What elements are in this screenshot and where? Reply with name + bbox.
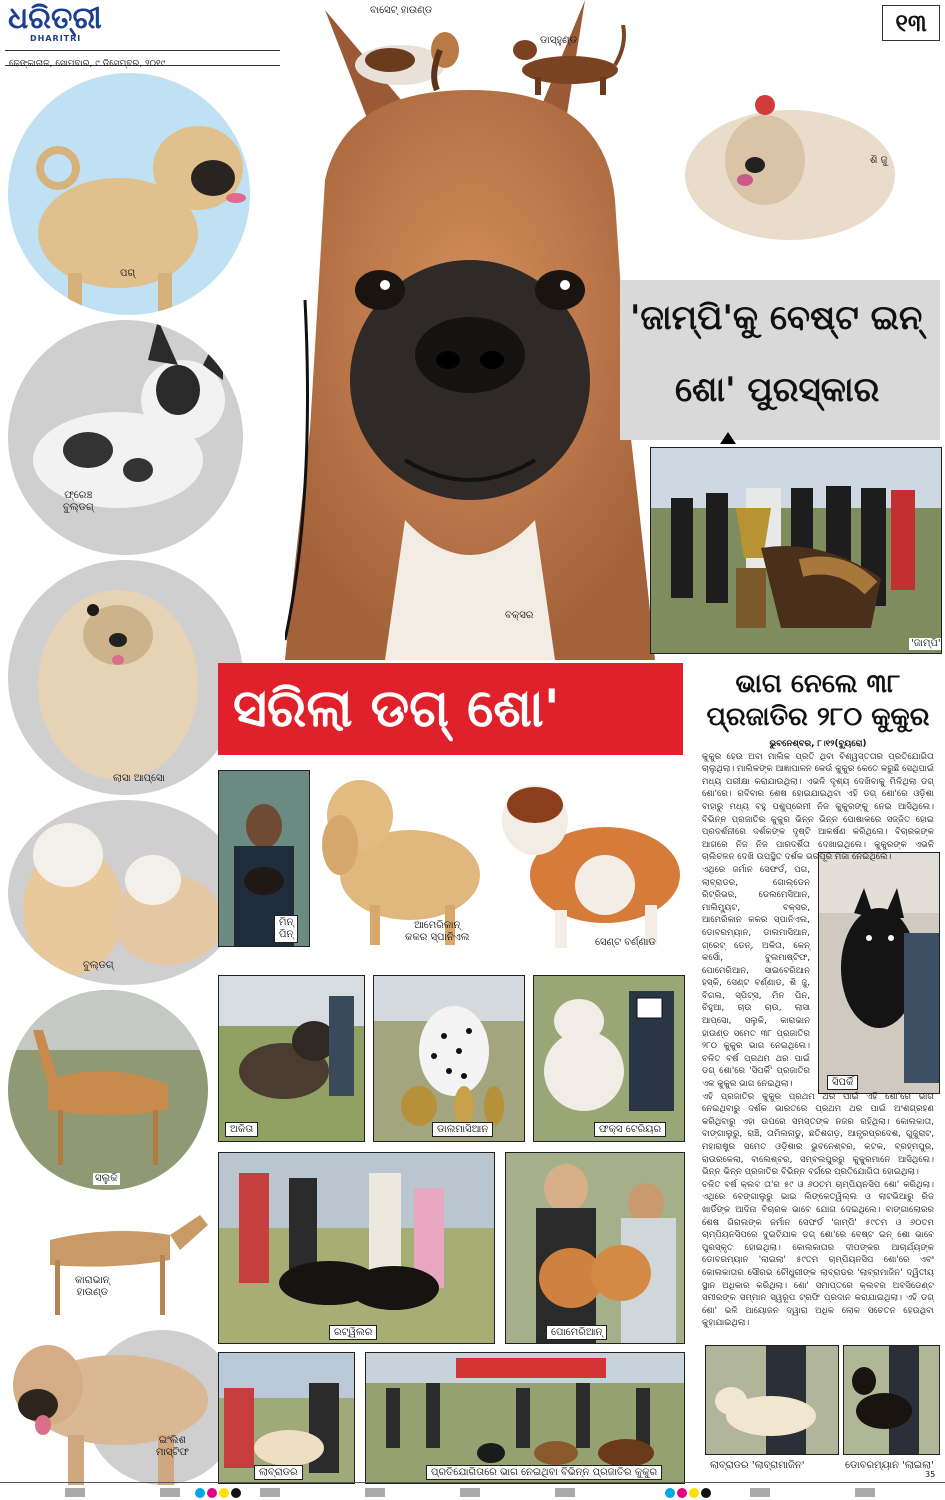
- logo-subtitle: DHARITRI: [30, 34, 82, 43]
- caption-shih-tzu: ଶି ଜୁ: [870, 155, 888, 166]
- award-ceremony-photo: [650, 447, 942, 654]
- page-folio: 35: [925, 1470, 936, 1479]
- article-para-4: ଚଳିତ ବର୍ଷ କ୍ଲବ ତା'ର ୫୯ ଓ ୬୦ତମ ଚାମ୍ପିୟନସିପ ଶୋ' କରିଥିଲା। ଏଥିରେ ବେଙ୍ଗାଲୁରୁ ଭାଇ ଲିଙ୍କେତ୍ୱିଲ୍ଲ ଓ ଲାଟଭିଆରୁ ରିଜ ଖାର୍ଡିଙ୍କ ଆଦିନା ବିଚାରକ ଭାବେ ଯୋଗ ଦେଇଥିଲେ। ବାଙ୍ଗାଲୋରର ଶେଷ ଗିରାଲଙ୍କ ଜର୍ମାନ ସେଫର୍ଡ 'ଜାମ୍ପି' ୫୯ତମ ଓ ୬୦ତମ ଚାମ୍ପିୟନସିପରେ ଦୁଇଟିଯାକ ଡଗ୍ ଶୋ'ରେ ବେଷ୍ଟ ଇନ୍ ଶୋ ଭାବେ ପୁରସ୍କୃତ ହୋଇଥିଲା। କୋଲକାତାର ଦୀପଙ୍କର ଆଚାର୍ଯ୍ୟଙ୍କ ଡୋବରମ୍ୟାନ 'ଲାଇଲା' ୫୯ତମ ଚାମ୍ପିୟନସିପ ଶୋ'ରେ ଏବଂ କୋଲକାତାର ସୌରଭ ଚୌଧୁରୀଙ୍କ ଲାବ୍ରାଡର 'ଲାବ୍ରାମାଜିନ' ଦ୍ୱିତୀୟ ସ୍ଥାନ ଅଧିକାର କରିଥିଲା। ଶୋ' ସମାପ୍ତରେ କ୍ଲବର ଅବସିଡେଣ୍ଟ ସମୀରଙ୍କ ସମ୍ମାନ ସ୍ୱରୂପ ଟ୍ରଫି ପ୍ରଦାନ କରାଯାଇଥିଲା। ଏହି ଡଗ୍ ଶୋ' ଭଳି ଆୟୋଜନ ଦ୍ୱାରା ଅଧିକ ଲୋକ ସଚେତନ ହେଉଥିବା କୁହାଯାଇଥିଲା।: [702, 1179, 934, 1329]
- caption-various-breeds: ପ୍ରତିଯୋଗିତାରେ ଭାଗ ନେଇଥିବା ବିଭିନ୍ନ ପ୍ରଜାତିର କୁକୁର: [426, 1465, 662, 1480]
- sub-headline: [698, 668, 938, 734]
- pug-circle: [8, 73, 250, 315]
- magenta-dot: [207, 1488, 217, 1498]
- caption-akita: ଅକିତା: [225, 1122, 258, 1137]
- dalmatian-photo: [373, 975, 525, 1142]
- caravan-hound-cutout: [20, 1195, 210, 1320]
- caption-schipperke: ସିପର୍କି: [827, 1075, 858, 1090]
- article-para-3: ଏହି ପ୍ରଜାତିର କୁକୁର ପ୍ରଥମ ଥର ପାଇଁ ଏହି ଶୋ'ରେ ଭାଗ ନେଇଥିବାରୁ ଦର୍ଶକ ଭାରତରେ ପ୍ରଥମ ଥର ପାଇଁ ଅଂଶଗ୍ରହଣ କରିଥିବାରୁ ଏହା ଉପରେ ସମସ୍ତଙ୍କ ନଜର ରହିଥିଲା। କୋଲକାତା, ବାଙ୍ଗାଲୁରୁ, ରାଞ୍ଚି, ତାମିଲନାଡୁ, ଛତିଶଗଡ଼, ଆନ୍ଧ୍ରପ୍ରଦେଶ, ଗୁଜୁରାଟ, ମହାରାଷ୍ଟ୍ର ସମେତ ଓଡ଼ିଶାର ଭୁବନେଶ୍ବର, କଟକ, ବ୍ରହ୍ମପୁର, ରାଉରକେଲା, ବାଲେଶ୍ବର, ସମ୍ବଲପୁରରୁ କୁକୁରମାନେ ଆସିଥିଲେ। ଭିନ୍ନ ଭିନ୍ନ ପ୍ରଜାତିର ବିଭିନ୍ନ ବର୍ଗରେ ପ୍ରତିଯୋଗିତା ହୋଇଥିଲା।: [702, 1091, 934, 1178]
- article-para-2: ଏଥିରେ ଜର୍ମାନ ସେଫର୍ଡ, ପଗ, ଲାବ୍ରାଡର, ଗୋଲ୍ଡେନ ରିଟ୍ରିଭର, ଡେଲମେସିଆନ, ମାଲିମ୍ୟୁଟ, ବକ୍ସର, ଆମେରିକାନ କକର ସ୍ପାନିଏଲ, ଡୋବରମ୍ୟାନ, ଡାଲମାସିଆନ, ଗ୍ରେଟ୍ ଡେନ୍, ଅକିତା, କେନ୍ କର୍ସୋ, ବୁଲମାଷ୍ଟିଫ, ପୋମେରିଆନ, ସାଇବେରିଆନ ହସ୍କି, ସେଣ୍ଟ ବର୍ଣ୍ଣାଡ, ଶି ଜୁ, ବିଗଲ, ସ୍ପିଟ୍ସ, ମିନ ପିନ, ଚିହୁଆ, ଚାଉ ଚାଉ, ଲାସା ଆପ୍ସୋ, ସଲୁକି, କାରାଭାନ ହାଉଣ୍ଡ ସମେତ ୩୮ ପ୍ରଜାତିର ୨୮୦ କୁକୁର ଭାଗ ନେଇଥିଲେ। ଚଳିତ ବର୍ଷ ପ୍ରଥମ ଥର ପାଇଁ ଡଗ୍ ଶୋ'ରେ 'ସିପର୍କି' ପ୍ରଜାତିର ଏକ କୁକୁର ଭାଗ ନେଇଥିଲା।: [702, 864, 810, 1090]
- french-bulldog-circle: [8, 320, 243, 555]
- st-bernard-cutout: [495, 775, 685, 950]
- doberman-laila-photo: [843, 1345, 940, 1455]
- award-headline-line1: 'ଜାମ୍ପି'କୁ ବେଷ୍ଟ ଇନ୍: [630, 298, 923, 338]
- registration-bar-6: [555, 1488, 575, 1497]
- caption-english-mastiff: ଇଂଲିଶ ମାସ୍ଟିଫ: [156, 1435, 189, 1458]
- logo-text: ଧରିତ୍ରୀ: [8, 1, 102, 36]
- registration-bar-4: [365, 1488, 385, 1497]
- footer-rule: [0, 1482, 945, 1483]
- caption-st-bernard: ସେଣ୍ଟ ବର୍ଣ୍ଣାଡ: [595, 937, 656, 948]
- dateline-bar: [5, 50, 280, 69]
- saluki-circle: [8, 990, 208, 1190]
- dateline-text: ଢେଙ୍କାନାଳ, ସୋମବାର, ୯ ଡିସେମ୍ବର, ୨୦୧୯: [9, 59, 166, 69]
- min-pin-photo: [218, 770, 310, 947]
- caption-labrador: ଲାବ୍ରାଡର: [254, 1465, 303, 1480]
- registration-bar-7: [750, 1488, 770, 1497]
- caption-lhasa-apso: ଲାସା ଆପ୍ସୋ: [113, 773, 165, 784]
- article-body: [702, 738, 934, 1330]
- caption-labrador-named: ଲାବ୍ରାଡର 'ଲାବ୍ରାମାଜିନ': [710, 1460, 805, 1471]
- magenta-dot-2: [677, 1488, 687, 1498]
- shih-tzu-cutout: [680, 80, 940, 250]
- various-breeds-photo: [365, 1352, 685, 1484]
- page-number-box: [882, 5, 940, 41]
- registration-bar-5: [460, 1488, 480, 1497]
- yellow-dot: [219, 1488, 229, 1498]
- caption-french-bulldog: ଫ୍ରେଞ୍ଚ ବୁଲ୍‌ଡଗ୍: [63, 490, 94, 513]
- rottweiler-photo: [218, 1152, 495, 1344]
- cyan-dot-2: [665, 1488, 675, 1498]
- american-cocker-cutout: [315, 770, 485, 950]
- award-headline-line2: ଶୋ' ପୁରସ୍କାର: [675, 370, 880, 410]
- caption-bull-terrier: ଫକ୍ସ ଟେରିୟର: [594, 1122, 666, 1137]
- registration-bar-8: [855, 1488, 875, 1497]
- caption-doberman-named: ଡୋବରମ୍ୟାନ 'ଲାଇଲା': [845, 1460, 934, 1471]
- caption-dalmatian: ଡାଲମାସିଆନ: [432, 1122, 493, 1137]
- caption-jampi: 'ଜାମ୍ପି': [911, 638, 941, 649]
- labrador-photo: [218, 1352, 355, 1484]
- caption-pomeranian: ପୋମେରିଆନ୍: [546, 1325, 607, 1340]
- sub-headline-line1: ଭାଗ ନେଲେ ୩୮: [735, 669, 901, 699]
- caption-basset-hound: ବାସେଟ୍ ହାଉଣ୍ଡ: [370, 5, 433, 16]
- masthead-logo: [8, 2, 138, 46]
- article-para-1: କୁକୁର ହେଉ ଅବା ମାଲିକ ପ୍ରତି ଥିବା ବିଶ୍ୱସ୍ତତାର ପ୍ରତିଯୋଗିତା ଚାଲୁଥିଲା। ମାଲିକଙ୍କ ଆଜ୍ଞାପାଳନ କେଉଁ କୁକୁର କେତେ କରୁଛି ସେଥିପାଇଁ ମଧ୍ୟ ପରୀକ୍ଷା କରାଯାଉଥିଲା। ଏଭଳି ଦୃଶ୍ୟ ଦେଖିବାକୁ ମିଳିଥିଲା ଡଗ୍ ଶୋ'ରେ। ରବିବାର ଶେଷ ହୋଇଯାଇଥିବା ଏହି ଡଗ୍ ଶୋ'ରେ ଓଡ଼ିଶା ବାହାରୁ ମଧ୍ୟ ବହୁ ପଶୁପ୍ରେମୀ ନିଜ କୁକୁରଙ୍କୁ ନେଇ ଆସିଥିଲେ। ବିଭିନ୍ନ ପ୍ରଜାତିର କୁକୁର ଭିନ୍ନ ଭିନ୍ନ ପୋଷାକରେ ସଜ୍ଜିତ ହୋଇ ପ୍ରଦର୍ଶନୀରେ ଦର୍ଶକଙ୍କ ଦୃଷ୍ଟି ଆକର୍ଷଣ କରିଥିଲେ। ବିଚାରକଙ୍କ ଆଗରେ ନିଜ ନିଜ ପାରଦର୍ଶିତା ଦେଖାଇଥିଲେ। କୁକୁରଙ୍କ ଏଭଳି ଚାଲିଚଳନ ଦେଖି ଉପସ୍ଥିତ ଦର୍ଶକ ଭରପୂର ମଜା ନେଇଥିଲେ।: [702, 751, 934, 863]
- lhasa-apso-circle: [8, 560, 243, 795]
- cyan-dot: [195, 1488, 205, 1498]
- dachshund-cutout: [505, 25, 630, 100]
- basset-hound-cutout: [345, 5, 470, 95]
- akita-photo: [218, 975, 365, 1142]
- caption-american-cocker: ଆମେରିକାନ୍ କକର ସ୍ପାନିଏଲ: [405, 920, 470, 943]
- page-number: ୧୩: [895, 9, 927, 37]
- black-dot: [231, 1488, 241, 1498]
- award-headline-box: [620, 280, 940, 440]
- caption-saluki: ସଲୁକି: [95, 1173, 118, 1184]
- article-dateline: ଭୁବନେଶ୍ବର, ୮।୧୨(ବ୍ୟୁରୋ): [769, 739, 867, 749]
- registration-bar-2: [160, 1488, 180, 1497]
- caption-caravan-hound: କାରାଭାନ୍ ହାଉଣ୍ଡ: [75, 1275, 110, 1298]
- registration-bar-3: [260, 1488, 280, 1497]
- sub-headline-line2: ପ୍ରଜାତିର ୨୮୦ କୁକୁର: [706, 702, 930, 732]
- award-pointer-icon: [720, 432, 736, 444]
- caption-bulldog: ବୁଲ୍‌ଡଗ୍: [83, 960, 114, 971]
- registration-bar-1: [65, 1488, 85, 1497]
- black-dot-2: [701, 1488, 711, 1498]
- main-headline-banner: [218, 663, 683, 755]
- caption-rottweiler: ରଟ୍‌ୱିଲର: [329, 1325, 377, 1340]
- caption-dachshund: ଡାସ୍‌ହୁଣ୍ଡ: [540, 35, 578, 46]
- caption-boxer: ବକ୍ସର: [505, 610, 534, 621]
- bull-terrier-photo: [533, 975, 685, 1142]
- yellow-dot-2: [689, 1488, 699, 1498]
- pomeranian-photo: [505, 1152, 685, 1344]
- main-headline: ସରିଲା ଡଗ୍ ଶୋ': [233, 679, 560, 739]
- english-mastiff-cutout: [8, 1325, 213, 1490]
- labrador-labramagine-photo: [705, 1345, 839, 1455]
- bulldog-circle: [8, 800, 243, 985]
- caption-pug: ପଗ୍: [120, 268, 136, 279]
- caption-min-pin: ମିନ୍ ପିନ୍: [274, 915, 298, 943]
